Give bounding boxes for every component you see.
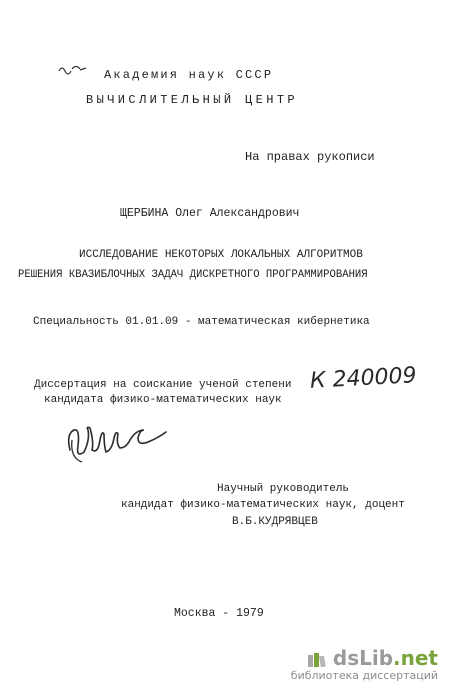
supervisor-name: В.Б.КУДРЯВЦЕВ (232, 516, 318, 528)
dissertation-line-1: Диссертация на соискание ученой степени (34, 379, 292, 391)
books-icon (307, 650, 329, 666)
computing-center-heading: ВЫЧИСЛИТЕЛЬНЫЙ ЦЕНТР (86, 93, 299, 107)
place-and-year: Москва - 1979 (174, 607, 264, 620)
site-watermark (291, 647, 438, 682)
watermark-logo-domain: .net (393, 646, 438, 670)
thesis-title-line-2: РЕШЕНИЯ КВАЗИБЛОЧНЫХ ЗАДАЧ ДИСКРЕТНОГО ПРОГРАММИРОВАНИЯ (18, 269, 368, 281)
specialty-line: Специальность 01.01.09 - математическая кибернетика (33, 316, 370, 328)
handwritten-registry-number: К 240009 (309, 363, 418, 394)
watermark-logo-main: dsLib (332, 646, 394, 670)
supervisor-degree: кандидат физико-математических наук, доцент (121, 499, 405, 511)
handwritten-signature (66, 410, 196, 470)
supervisor-label: Научный руководитель (217, 483, 350, 495)
watermark-logo (291, 647, 438, 669)
watermark-subtitle: библиотека диссертаций (290, 669, 438, 682)
author-name: ЩЕРБИНА Олег Александрович (120, 207, 300, 220)
manuscript-rights-note: На правах рукописи (245, 150, 375, 164)
handwritten-scribble-top-left (58, 62, 88, 76)
academy-heading: Академия наук СССР (104, 68, 274, 82)
thesis-title-line-1: ИССЛЕДОВАНИЕ НЕКОТОРЫХ ЛОКАЛЬНЫХ АЛГОРИТМОВ (79, 249, 363, 261)
dissertation-line-2: кандидата физико-математических наук (44, 394, 282, 406)
